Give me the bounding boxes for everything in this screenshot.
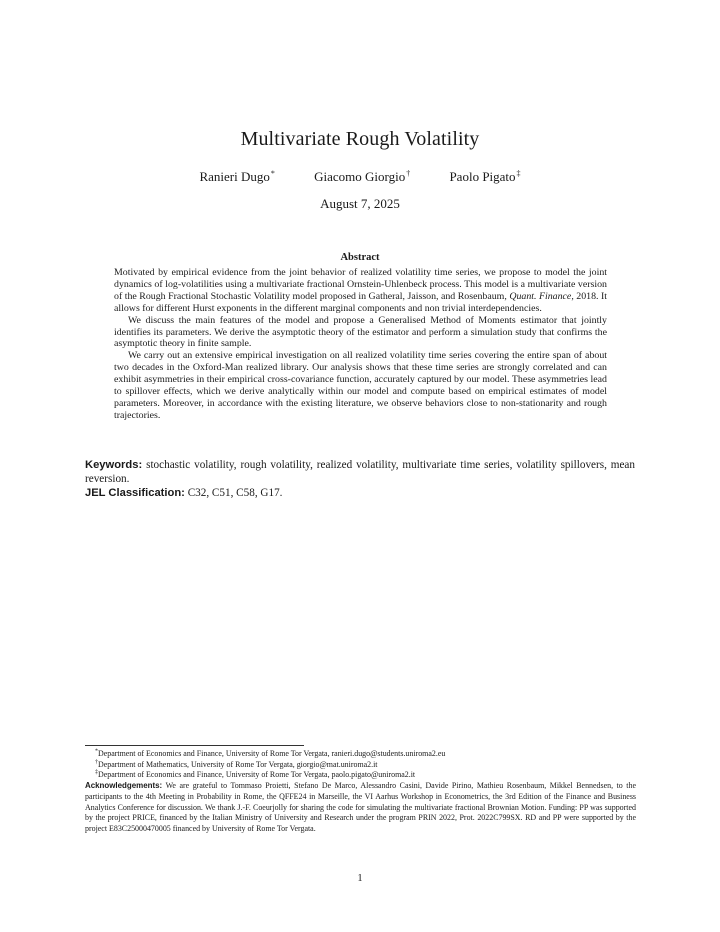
acknowledgements-text: We are grateful to Tommaso Proietti, Stefano De Marco, Alessandro Casini, Davide Pirino, Mathieu Rosenbaum, Mikkel Bennedsen, to the participants to the 4th Meeting in Probability in Rome, the QFFE24 in Marseille, the VI Aarhus Workshop in Econometrics, the 3rd Edition of the Finance and Business Analytics Conference for discussion. We thank J.-F. Coeurjolly for sharing the code for simulating the multivariate fractional Brownian Motion. Funding: PP was supported by the project PRICE, financed by the Italian Ministry of University and Research under the program PRIN 2022, Prot. 2022C799SX. RD and PP were supported by the project E83C25000470005 financed by University of Rome Tor Vergata. [85,781,636,833]
author-footnote-mark: † [406,168,411,178]
author-1 [199,169,274,185]
footnote-mark: † [95,759,98,766]
publication-date: August 7, 2025 [320,196,400,211]
footnote-text: Department of Economics and Finance, University of Rome Tor Vergata, paolo.pigato@uniroma2.it [98,770,416,780]
paper-title: Multivariate Rough Volatility [240,128,480,150]
footnote-text: Department of Mathematics, University of Rome Tor Vergata, giorgio@mat.uniroma2.it [98,759,378,769]
abstract-heading: Abstract [340,252,380,263]
jel-classification [85,487,635,501]
abstract-paragraph-3: We carry out an extensive empirical investigation on all realized volatility time series covering the entire span of about two decades in the Oxford-Man realized library. Our analysis shows that these time series are strongly correlated and can exhibit asymmetries in their empirical cross-covariance function, accurately captured by our model. These asymmetries lead to spillover effects, which we derive analytically within our model and compute based on empirical estimates of model parameters. Moreover, in accordance with the existing literature, we observe behaviors close to non-stationarity and rough trajectories. [114,350,607,421]
author-list [0,169,720,185]
acknowledgements-label: Acknowledgements: [85,781,163,791]
footnote-text: Department of Economics and Finance, University of Rome Tor Vergata, ranieri.dugo@students.uniroma2.eu [98,749,446,758]
author-name: Giacomo Giorgio [314,169,406,184]
author-3 [449,169,520,185]
author-name: Paolo Pigato [449,169,516,184]
footnote-mark: * [95,748,98,755]
jel-text: C32, C51, C58, G17. [187,487,283,499]
keywords-label: Keywords: [85,459,143,471]
footnote-mark: ‡ [95,769,98,776]
author-footnote-mark: * [270,168,275,178]
keywords-text: stochastic volatility, rough volatility, realized volatility, multivariate time series, volatility spillovers, mean reversion. [85,459,635,485]
footnote-rule [85,745,304,746]
keywords [85,459,635,486]
footnotes [85,749,636,835]
author-2 [314,169,410,185]
footnote-1 [85,749,636,760]
jel-label: JEL Classification: [85,487,185,499]
page-number: 1 [357,873,363,884]
abstract-body [114,267,607,422]
author-name: Ranieri Dugo [199,169,270,184]
abstract-p1-text-end: , 2018. It allows for different Hurst exponents in the different marginal components and non trivial interdependencies. [114,290,607,314]
footnote-2 [85,760,636,771]
abstract-paragraph-2: We discuss the main features of the model and propose a Generalised Method of Moments estimator that jointly identifies its parameters. We derive the asymptotic theory of the estimator and perform a simulation study that confirms the asymptotic theory in finite sample. [114,314,607,350]
author-footnote-mark: ‡ [516,168,521,178]
abstract-paragraph-1 [114,267,607,315]
footnote-3 [85,770,636,781]
acknowledgements [85,781,636,835]
journal-name: Quant. Finance [509,290,572,302]
abstract-p1-text: Motivated by empirical evidence from the joint behavior of realized volatility time series, we propose to model the joint dynamics of log-volatilities using a multivariate fractional Ornstein-Uhlenbeck process. This model is a multivariate version of the Rough Fractional Stochastic Volatility model proposed in Gatheral, Jaisson, and Rosenbaum, [114,267,607,302]
